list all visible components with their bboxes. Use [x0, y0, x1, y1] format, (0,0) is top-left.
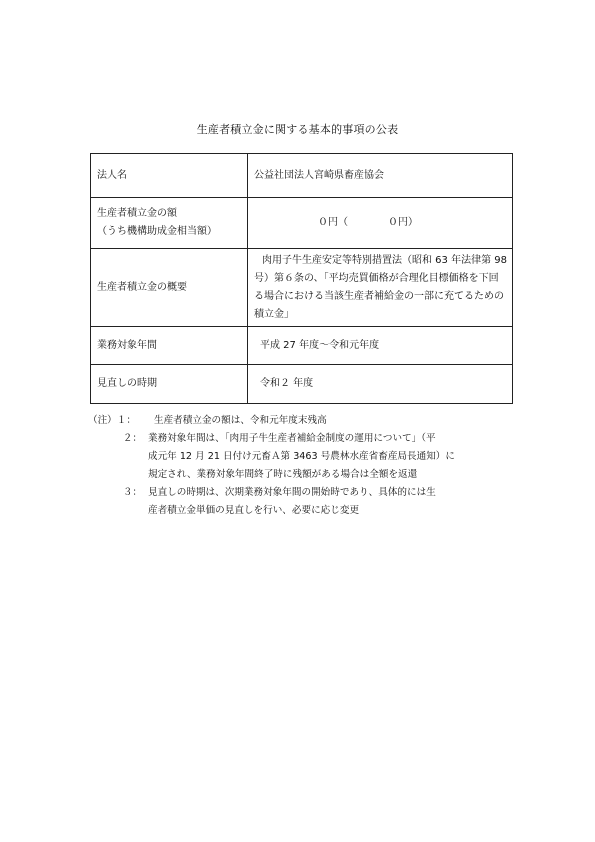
value-text: 公益社団法人宮崎県畜産協会	[254, 169, 384, 181]
label-review-time	[91, 365, 248, 404]
value-review-time	[248, 365, 513, 404]
table-row-review-time	[91, 365, 513, 404]
note-marker: ３：	[122, 487, 142, 498]
note-text: 見直しの時期は、次期業務対象年間の開始時であり、具体的には生	[148, 487, 436, 498]
notes-section	[88, 412, 518, 520]
value-text: 平成 27 年度～令和元年度	[260, 339, 380, 351]
table-row-fund-amount	[91, 198, 513, 249]
note-text: 業務対象年間は、「肉用子牛生産者補給金制度の運用について」（平	[148, 433, 436, 444]
basic-info-table	[90, 153, 513, 404]
table-row-business-period	[91, 327, 513, 365]
label-text: 生産者積立金の概要	[97, 281, 187, 293]
label-corporation-name	[91, 154, 248, 198]
amount-text: ０円（ ０円）	[318, 217, 418, 228]
value-text: 令和２ 年度	[260, 378, 314, 389]
label-fund-amount	[91, 198, 248, 249]
label-subtext: （うち機構助成金相当額）	[97, 226, 217, 237]
label-fund-summary	[91, 249, 248, 327]
page-title: 生産者積立金に関する基本的事項の公表	[196, 123, 399, 136]
value-fund-amount	[248, 198, 513, 249]
value-corporation-name	[248, 154, 513, 198]
note-item-1	[88, 412, 518, 430]
value-fund-summary	[248, 249, 513, 327]
note-text: 生産者積立金の額は、令和元年度末残高	[154, 415, 327, 426]
note-continuation: 成元年 12 月 21 日付け元畜Ａ第 3463 号農林水産省畜産局長通知）に	[148, 451, 455, 462]
label-text: 生産者積立金の額	[97, 208, 177, 219]
label-text: 法人名	[97, 169, 127, 181]
notes-prefix: （注）１：	[88, 415, 136, 426]
value-business-period	[248, 327, 513, 365]
note-continuation: 規定され、業務対象年間終了時に残額がある場合は全額を返還	[148, 469, 418, 480]
note-marker: ２：	[122, 433, 142, 444]
note-continuation: 産者積立金単価の見直しを行い、必要に応じ変更	[148, 505, 360, 516]
table-row-fund-summary	[91, 249, 513, 327]
note-item-2	[88, 430, 518, 448]
table-row-corporation	[91, 154, 513, 198]
label-text: 見直しの時期	[97, 378, 157, 389]
note-item-3	[88, 484, 518, 502]
summary-text: 肉用子牛生産安定等特別措置法（昭和 63 年法律第 98 号）第６条の、「平均売買価格が合理化目標価格を下回る場合における当該生産者補給金の一部に充てるための積立金」	[254, 254, 507, 320]
label-business-period	[91, 327, 248, 365]
label-text: 業務対象年間	[97, 339, 157, 351]
